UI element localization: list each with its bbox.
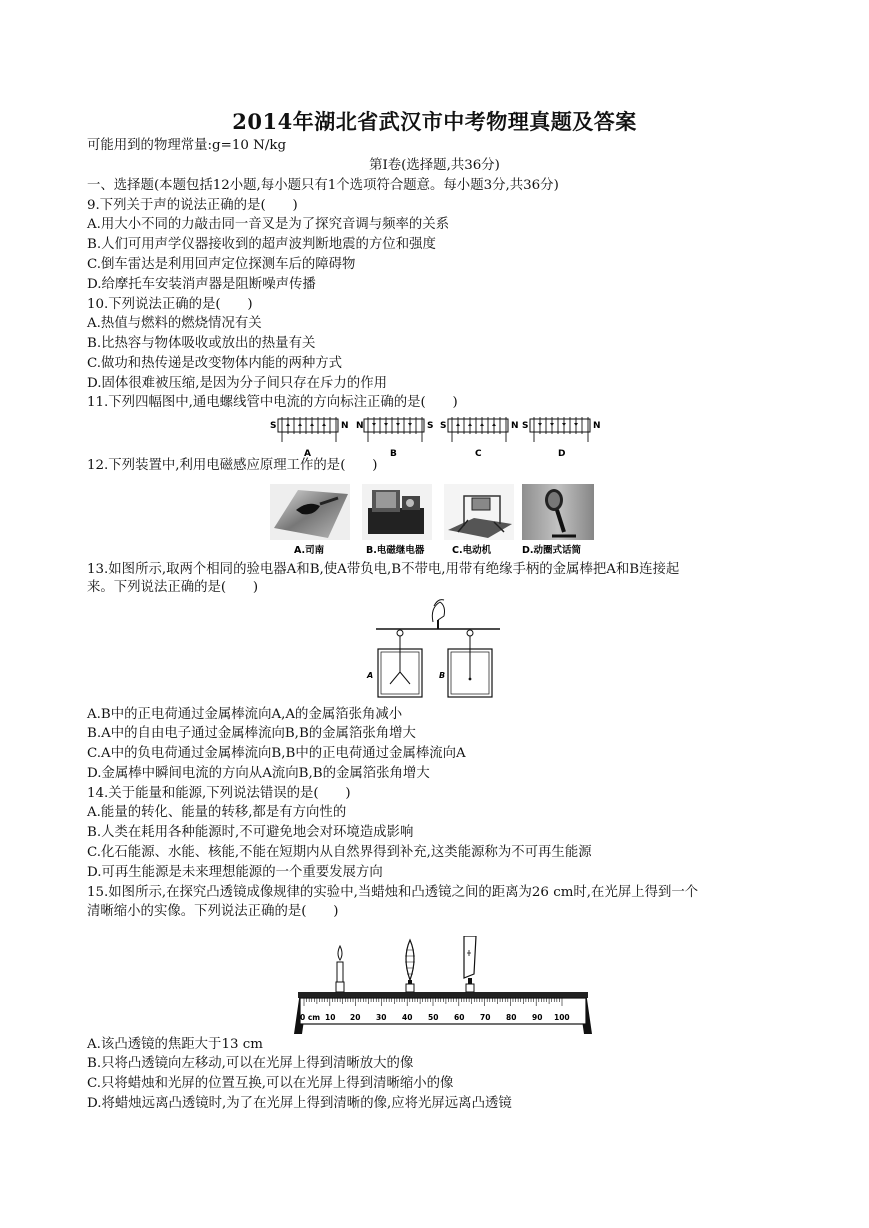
q15-option-b: B.只将凸透镜向左移动,可以在光屏上得到清晰放大的像 bbox=[87, 1056, 414, 1071]
ruler-label-70: 70 bbox=[480, 1013, 491, 1022]
ruler-label-10: 10 bbox=[325, 1013, 336, 1022]
ruler-label-90: 90 bbox=[532, 1013, 543, 1022]
ruler-label-40: 40 bbox=[402, 1013, 413, 1022]
q15-stem-line1: 15.如图所示,在探究凸透镜成像规律的实验中,当蜡烛和凸透镜之间的距离为26 cm时,在光屏上得到一个 bbox=[87, 885, 699, 900]
solenoid-c bbox=[440, 417, 519, 459]
q9-option-d: D.给摩托车安装消声器是阻断噪声传播 bbox=[87, 277, 316, 292]
q15-option-d: D.将蜡烛远离凸透镜时,为了在光屏上得到清晰的像,应将光屏远离凸透镜 bbox=[87, 1096, 512, 1111]
q13-stem-line2: 来。下列说法正确的是( ) bbox=[87, 580, 259, 595]
solenoid-b-right-pole: S bbox=[427, 421, 434, 431]
ruler-label-30: 30 bbox=[376, 1013, 387, 1022]
solenoid-b-label: B bbox=[390, 449, 397, 459]
electroscope-b bbox=[439, 630, 492, 697]
q9-option-c: C.倒车雷达是利用回声定位探测车后的障碍物 bbox=[87, 257, 356, 272]
ruler-label-100: 100 bbox=[554, 1013, 570, 1022]
compass-photo bbox=[270, 484, 350, 556]
q14-option-d: D.可再生能源是未来理想能源的一个重要发展方向 bbox=[87, 865, 383, 880]
q10-option-a: A.热值与燃料的燃烧情况有关 bbox=[87, 316, 262, 331]
caption-b: B.电磁继电器 bbox=[366, 545, 425, 556]
solenoid-c-label: C bbox=[475, 449, 482, 459]
relay-photo bbox=[362, 484, 432, 556]
solenoid-a bbox=[270, 417, 349, 459]
electroscope-a-label: A bbox=[367, 671, 374, 680]
solenoid-d-left-pole: S bbox=[522, 421, 529, 431]
q9-option-b: B.人们可用声学仪器接收到的超声波判断地震的方位和强度 bbox=[87, 237, 436, 252]
convex-lens bbox=[405, 940, 415, 992]
q15-option-c: C.只将蜡烛和光屏的位置互换,可以在光屏上得到清晰缩小的像 bbox=[87, 1076, 454, 1091]
optical-bench-figure bbox=[288, 936, 598, 1038]
microphone-photo bbox=[522, 484, 594, 556]
candle bbox=[336, 946, 344, 992]
q13-option-a: A.B中的正电荷通过金属棒流向A,A的金属箔张角减小 bbox=[87, 707, 403, 722]
ruler-label-60: 60 bbox=[454, 1013, 465, 1022]
caption-c: C.电动机 bbox=[452, 545, 492, 556]
light-screen bbox=[464, 936, 476, 992]
page-title: 2014年湖北省武汉市中考物理真题及答案 bbox=[232, 109, 637, 134]
solenoid-b-left-pole: N bbox=[356, 421, 364, 431]
q13-option-d: D.金属棒中瞬间电流的方向从A流向B,B的金属箔张角增大 bbox=[87, 766, 430, 781]
q14-stem: 14.关于能量和能源,下列说法错误的是( ) bbox=[87, 786, 351, 801]
ruler-label-20: 20 bbox=[350, 1013, 361, 1022]
q11-stem: 11.下列四幅图中,通电螺线管中电流的方向标注正确的是( ) bbox=[87, 395, 458, 410]
electroscope-figure bbox=[360, 596, 510, 708]
electroscope-b-label: B bbox=[439, 671, 446, 680]
q14-option-c: C.化石能源、水能、核能,不能在短期内从自然界得到补充,这类能源称为不可再生能源 bbox=[87, 845, 592, 860]
q9-stem: 9.下列关于声的说法正确的是( ) bbox=[87, 198, 298, 213]
q14-option-b: B.人类在耗用各种能源时,不可避免地会对环境造成影响 bbox=[87, 825, 414, 840]
q13-stem-line1: 13.如图所示,取两个相同的验电器A和B,使A带负电,B不带电,用带有绝缘手柄的金属棒把A和B连接起 bbox=[87, 562, 680, 577]
q10-option-d: D.固体很难被压缩,是因为分子间只存在斥力的作用 bbox=[87, 376, 387, 391]
motor-photo bbox=[444, 484, 514, 556]
q15-option-a: A.该凸透镜的焦距大于13 cm bbox=[87, 1037, 263, 1052]
constants-line: 可能用到的物理常量:g=10 N/kg bbox=[87, 138, 287, 153]
q13-option-c: C.A中的负电荷通过金属棒流向B,B中的正电荷通过金属棒流向A bbox=[87, 746, 466, 761]
ruler-label-0: 0 cm bbox=[300, 1013, 321, 1022]
solenoid-c-left-pole: S bbox=[440, 421, 447, 431]
solenoid-c-right-pole: N bbox=[511, 421, 519, 431]
q12-stem: 12.下列装置中,利用电磁感应原理工作的是( ) bbox=[87, 458, 378, 473]
solenoid-d-right-pole: N bbox=[593, 421, 601, 431]
ruler-label-80: 80 bbox=[506, 1013, 517, 1022]
part-heading: 第Ⅰ卷(选择题,共36分) bbox=[369, 158, 500, 173]
q10-option-b: B.比热容与物体吸收或放出的热量有关 bbox=[87, 336, 316, 351]
q10-option-c: C.做功和热传递是改变物体内能的两种方式 bbox=[87, 356, 343, 371]
solenoid-a-label: A bbox=[304, 449, 311, 459]
solenoid-a-right-pole: N bbox=[341, 421, 349, 431]
q15-stem-line2: 清晰缩小的实像。下列说法正确的是( ) bbox=[87, 904, 339, 919]
devices-figure bbox=[268, 480, 600, 560]
q9-option-a: A.用大小不同的力敲击同一音叉是为了探究音调与频率的关系 bbox=[87, 217, 450, 232]
solenoid-b bbox=[356, 417, 433, 459]
solenoid-figure bbox=[268, 414, 608, 460]
ruler-label-50: 50 bbox=[428, 1013, 439, 1022]
q10-stem: 10.下列说法正确的是( ) bbox=[87, 297, 253, 312]
solenoid-d-label: D bbox=[558, 449, 566, 459]
caption-d: D.动圈式话筒 bbox=[522, 545, 581, 556]
caption-a: A.司南 bbox=[294, 545, 325, 556]
q14-option-a: A.能量的转化、能量的转移,都是有方向性的 bbox=[87, 805, 347, 820]
electroscope-a bbox=[366, 630, 422, 697]
q13-option-b: B.A中的自由电子通过金属棒流向B,B的金属箔张角增大 bbox=[87, 726, 416, 741]
section-heading: 一、选择题(本题包括12小题,每小题只有1个选项符合题意。每小题3分,共36分) bbox=[87, 178, 559, 193]
solenoid-a-left-pole: S bbox=[270, 421, 277, 431]
solenoid-d bbox=[522, 417, 601, 459]
